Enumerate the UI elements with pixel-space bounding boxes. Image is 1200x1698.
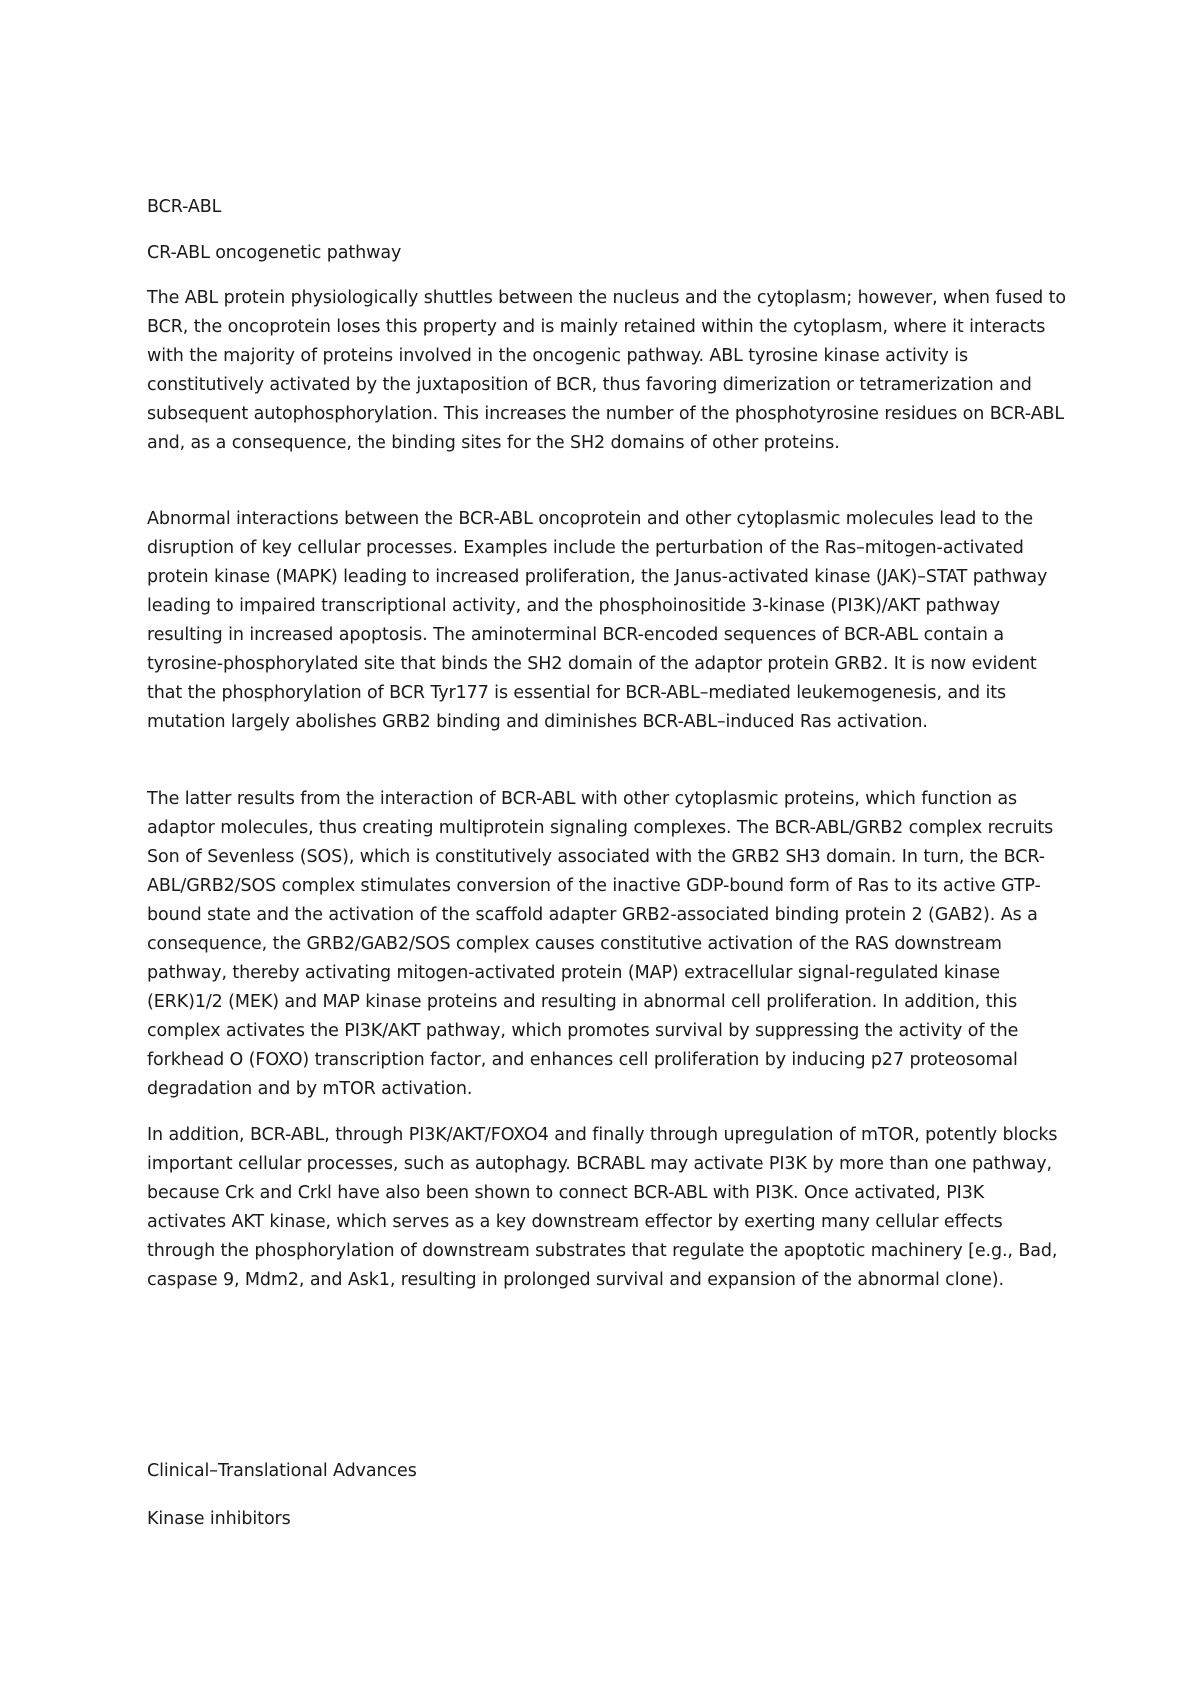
- document-title: BCR-ABL: [147, 197, 222, 217]
- paragraph: The ABL protein physiologically shuttles between the nucleus and the cytoplasm; however, when fused to BCR, the oncoprotein loses this property and is mainly retained within the cytoplasm, where it interacts with the majority of proteins involved in the oncogenic pathway. ABL tyrosine kinase activity is constitutively activated by the juxtaposition of BCR, thus favoring dimerization or tetramerization and subsequent autophosphorylation. This increases the number of the phosphotyrosine residues on BCR-ABL and, as a consequence, the binding sites for the SH2 domains of other proteins.: [147, 288, 1066, 453]
- paragraph: The latter results from the interaction of BCR-ABL with other cytoplasmic proteins, which function as adaptor molecules, thus creating multiprotein signaling complexes. The BCR-ABL/GRB2 complex recruits Son of Sevenless (SOS), which is constitutively associated with the GRB2 SH3 domain. In turn, the BCR-ABL/GRB2/SOS complex stimulates conversion of the inactive GDP-bound form of Ras to its active GTP-bound state and the activation of the scaffold adapter GRB2-associated binding protein 2 (GAB2). As a consequence, the GRB2/GAB2/SOS complex causes constitutive activation of the RAS downstream pathway, thereby activating mitogen-activated protein (MAP) extracellular signal-regulated kinase (ERK)1/2 (MEK) and MAP kinase proteins and resulting in abnormal cell proliferation. In addition, this complex activates the PI3K/AKT pathway, which promotes survival by suppressing the activity of the forkhead O (FOXO) transcription factor, and enhances cell proliferation by inducing p27 proteosomal degradation and by mTOR activation.: [147, 789, 1054, 1099]
- section-heading: Clinical–Translational Advances: [147, 1461, 417, 1481]
- section-heading: CR-ABL oncogenetic pathway: [147, 243, 402, 263]
- subsection-heading: Kinase inhibitors: [147, 1509, 291, 1529]
- paragraph: Abnormal interactions between the BCR-ABL oncoprotein and other cytoplasmic molecules lead to the disruption of key cellular processes. Examples include the perturbation of the Ras–mitogen-activated protein kinase (MAPK) leading to increased proliferation, the Janus-activated kinase (JAK)–STAT pathway leading to impaired transcriptional activity, and the phosphoinositide 3-kinase (PI3K)/AKT pathway resulting in increased apoptosis. The aminoterminal BCR-encoded sequences of BCR-ABL contain a tyrosine-phosphorylated site that binds the SH2 domain of the adaptor protein GRB2. It is now evident that the phosphorylation of BCR Tyr177 is essential for BCR-ABL–mediated leukemogenesis, and its mutation largely abolishes GRB2 binding and diminishes BCR-ABL–induced Ras activation.: [147, 509, 1048, 732]
- paragraph: In addition, BCR-ABL, through PI3K/AKT/FOXO4 and finally through upregulation of mTOR, potently blocks important cellular processes, such as autophagy. BCRABL may activate PI3K by more than one pathway, because Crk and Crkl have also been shown to connect BCR-ABL with PI3K. Once activated, PI3K activates AKT kinase, which serves as a key downstream effector by exerting many cellular effects through the phosphorylation of downstream substrates that regulate the apoptotic machinery [e.g., Bad, caspase 9, Mdm2, and Ask1, resulting in prolonged survival and expansion of the abnormal clone).: [147, 1125, 1058, 1290]
